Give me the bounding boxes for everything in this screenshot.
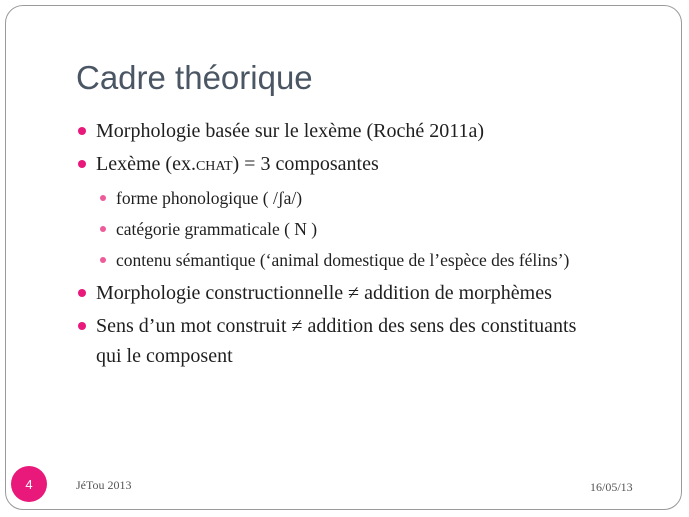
page-number: 4 [25,476,33,492]
subbullet-phonological-form [78,185,668,211]
bullet-dot-icon [78,160,86,168]
subbullet-grammatical-category [78,216,668,242]
footer-event: JéTou 2013 [76,478,132,492]
bullet-text-before: Lexème (ex. [96,153,196,175]
slide-title: Cadre théorique [76,59,313,96]
bullet-dot-icon [78,127,86,135]
bullet-lexeme-components [78,149,668,182]
bullet-text-after: ) = 3 composantes [232,153,379,175]
bullet-text: Morphologie constructionnelle ≠ addition de morphèmes [96,282,552,304]
bullet-text-line2: qui le composent [96,345,233,367]
bullet-dot-icon [78,289,86,297]
bullet-dot-icon [78,322,86,330]
bullet-constructional-morphology [78,278,668,308]
subbullet-text: contenu sémantique (‘animal domestique de l’espèce des félins’) [116,250,570,270]
subbullet-dot-icon [100,226,106,232]
bullet-text-line1: Sens d’un mot construit ≠ addition des sens des constituants [96,315,577,337]
subbullet-text: forme phonologique ( /ʃa/) [116,188,303,208]
bullet-smallcaps-word: CHAT [195,159,233,174]
subbullet-dot-icon [100,257,106,263]
subbullet-semantic-content [78,247,668,273]
bullet-constructed-word-meaning [78,311,668,371]
footer-date: 16/05/13 [590,480,633,494]
bullet-list [78,116,668,374]
bullet-text: Morphologie basée sur le lexème (Roché 2011a) [96,120,485,142]
subbullet-text: catégorie grammaticale ( N ) [116,219,318,239]
subbullet-dot-icon [100,195,106,201]
bullet-lexeme-morphology [78,116,668,146]
page-number-badge [11,466,47,502]
